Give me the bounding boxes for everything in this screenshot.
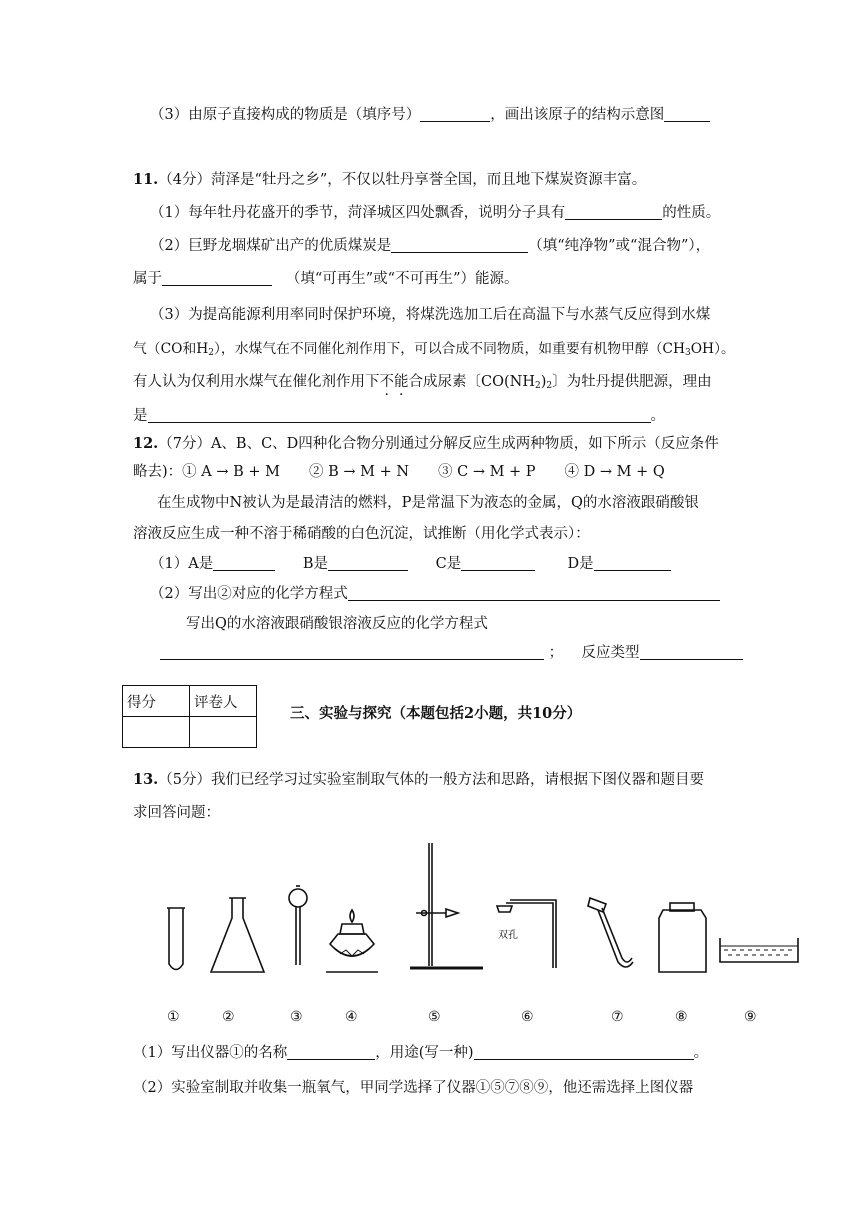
gas-bottle-icon (659, 903, 706, 972)
apparatus-number: ⑧ (675, 1009, 688, 1025)
q11-part2: （2）巨野龙堌煤矿出产的优质煤炭是 （填“纯净物”或“混合物”）， (150, 238, 711, 254)
q12-part2: （2）写出②对应的化学方程式 (150, 584, 720, 604)
q12-description-1: 在生成物中N被认为是最清洁的燃料，P是常温下为液态的金属，Q的水溶液跟硝酸银 (157, 495, 699, 511)
q12-part3-answer: ； 反应类型 (160, 643, 743, 663)
q11-part2-cont: 属于 （填“可再生”或“不可再生”）能源。 (133, 271, 519, 287)
q11-part3: （3）为提高能源利用率同时保护环境，将煤洗选加工后在高温下与水蒸气反应得到水煤 (150, 307, 711, 323)
alcohol-lamp-icon (326, 910, 378, 972)
apparatus-number: ② (222, 1009, 235, 1025)
q13-heading: 13.（5分）我们已经学习过实验室制取气体的一般方法和思路，请根据下图仪器和题目要 (133, 771, 704, 788)
water-trough-icon (720, 938, 798, 962)
score-label: 得分 (123, 686, 190, 717)
q11-part1: （1）每年牡丹花盛开的季节，菏泽城区四处飘香，说明分子具有 的性质。 (150, 205, 721, 221)
q11-part3-line3: 有人认为仅利用水煤气在催化剂作用下不能合成尿素〔$CO(NH_2)_2$〕为牡丹提供肥源，理由 (133, 374, 712, 391)
apparatus-number: ① (167, 1009, 180, 1025)
q11-part3-line4: 是 。 (133, 408, 665, 424)
section-3-title: 三、实验与探究（本题包括2小题，共10分） (290, 705, 582, 722)
q13-heading-2: 求回答问题： (133, 805, 220, 821)
apparatus-number: ④ (345, 1009, 358, 1025)
q13-part1: （1）写出仪器①的名称 ，用途(写一种) 。 (133, 1045, 709, 1061)
grader-label: 评卷人 (190, 686, 257, 717)
apparatus-number: ⑦ (611, 1009, 624, 1025)
iron-stand-icon (410, 843, 483, 968)
q11-heading: 11.（4分）菏泽是“牡丹之乡”，不仅以牡丹享誉全国，而且地下煤炭资源丰富。 (133, 171, 647, 188)
q12-equations: 略去)：① A → B + M ② B → M + N ③ C → M + P ④ D → M + Q (133, 464, 665, 480)
bent-tube-icon (588, 898, 633, 967)
apparatus-number: ⑨ (744, 1009, 757, 1025)
apparatus-number: ⑥ (521, 1009, 534, 1025)
apparatus-number: ⑤ (428, 1009, 441, 1025)
q11-part3-line2: 气（CO和$H_2$），水煤气在不同催化剂作用下，可以合成不同物质，如重要有机物甲醇$(CH_3OH)$。 (133, 341, 735, 358)
q13-part2: （2）实验室制取并收集一瓶氧气，甲同学选择了仪器①⑤⑦⑧⑨，他还需选择上图仪器 (133, 1080, 694, 1096)
apparatus-number: ③ (290, 1009, 303, 1025)
answer-blank[interactable] (474, 1043, 694, 1060)
q12-part3: 写出Q的水溶液跟硝酸银溶液反应的化学方程式 (186, 616, 488, 632)
double-hole-label: 双孔 (498, 930, 518, 941)
q12-description-2: 溶液反应生成一种不溶于稀硝酸的白色沉淀，试推断（用化学式表示）： (133, 526, 590, 542)
answer-blank[interactable] (287, 1043, 375, 1060)
funnel-icon (289, 886, 307, 965)
test-tube-icon (167, 908, 185, 970)
q10-part3: （3）由原子直接构成的物质是（填序号） ，画出该原子的结构示意图 (150, 105, 710, 125)
conical-flask-icon (211, 898, 264, 972)
q12-part1: （1）A是 B是 C是 D是 (150, 554, 671, 574)
q12-heading: 12.（7分）A、B、C、D四种化合物分别通过分解反应生成两种物质，如下所示（反应条件 (133, 435, 719, 452)
